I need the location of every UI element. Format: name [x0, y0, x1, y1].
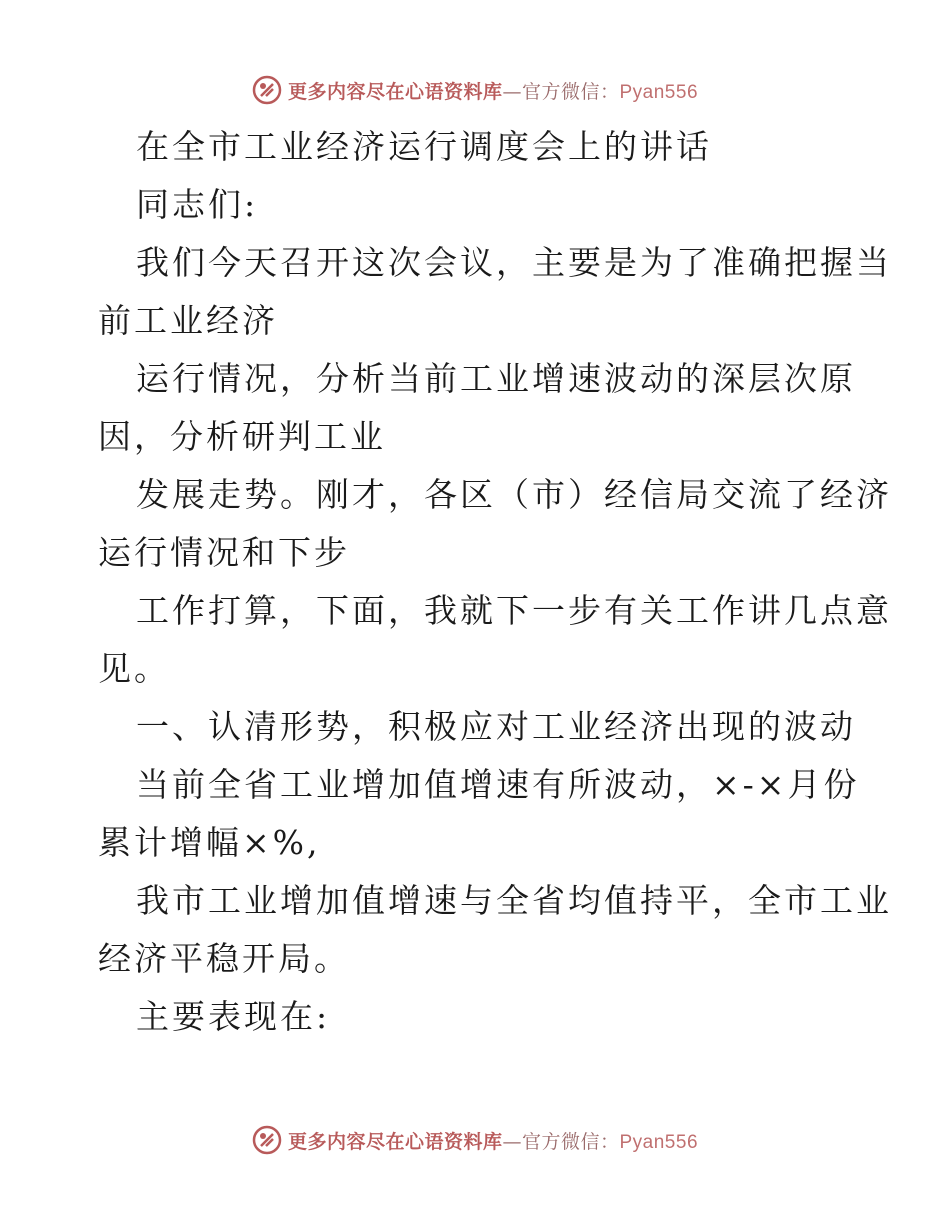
logo-icon: [252, 75, 282, 105]
document-body: [98, 122, 892, 1050]
paragraph-line: 运行情况，分析当前工业增速波动的深层次原: [136, 359, 856, 398]
watermark-bottom: [0, 1120, 950, 1160]
paragraph-line: 工作打算，下面，我就下一步有关工作讲几点意: [136, 591, 892, 630]
paragraph-line: 我们今天召开这次会议，主要是为了准确把握当: [136, 243, 892, 282]
watermark-text: 更多内容尽在心语资料库—官方微信：Pyan556: [287, 1130, 699, 1153]
watermark-top: [0, 70, 950, 110]
paragraph-line: 同志们:: [136, 185, 259, 224]
paragraph-line: 经济平稳开局。: [98, 939, 350, 978]
paragraph-line: 运行情况和下步: [98, 533, 350, 572]
paragraph-line: 累计增幅×%,: [98, 823, 321, 862]
paragraph-line: 我市工业增加值增速与全省均值持平，全市工业: [136, 881, 892, 920]
paragraph-line: 见。: [98, 649, 170, 688]
section-heading: 一、认清形势，积极应对工业经济出现的波动: [136, 707, 856, 746]
document-title: 在全市工业经济运行调度会上的讲话: [136, 127, 712, 166]
paragraph-line: 前工业经济: [98, 301, 278, 340]
paragraph-line: 主要表现在:: [136, 997, 331, 1036]
logo-icon: [252, 1125, 282, 1155]
watermark-text: 更多内容尽在心语资料库—官方微信：Pyan556: [287, 80, 699, 103]
paragraph-line: 发展走势。刚才，各区（市）经信局交流了经济: [136, 475, 892, 514]
paragraph-line: 当前全省工业增加值增速有所波动，×-×月份: [136, 765, 860, 804]
paragraph-line: 因，分析研判工业: [98, 417, 386, 456]
